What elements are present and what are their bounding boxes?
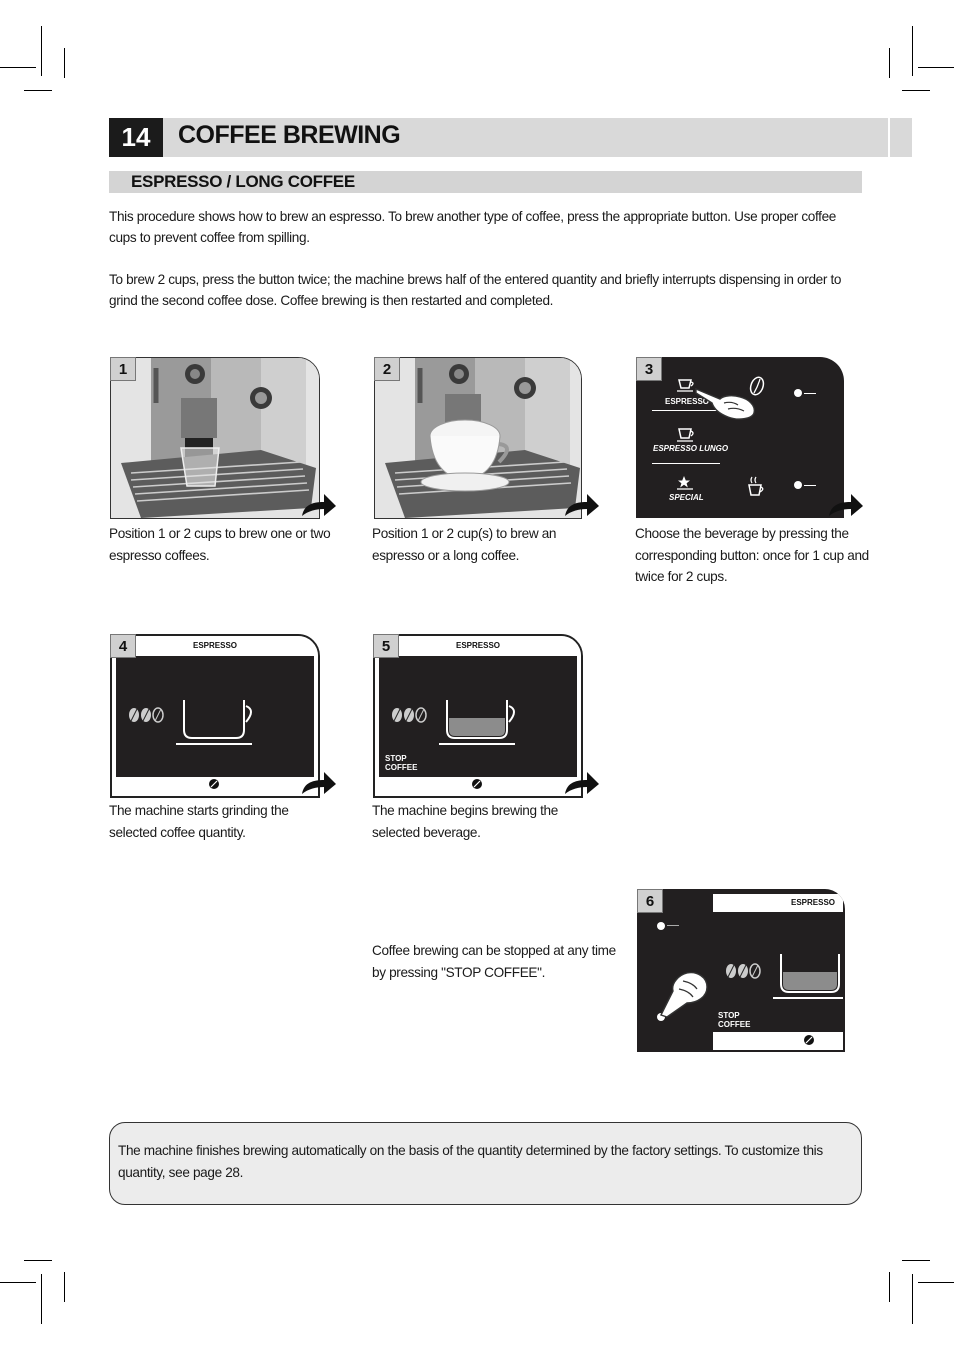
crop-mark [41, 1274, 42, 1324]
espresso-label: ESPRESSO [665, 397, 710, 406]
hot-water-icon [744, 475, 768, 499]
step-6-caption: Coffee brewing can be stopped at any time by pressing "STOP COFFEE". [372, 943, 616, 980]
step-number-1: 1 [110, 357, 136, 381]
step-number-2: 2 [374, 357, 400, 381]
crop-mark [918, 1282, 954, 1283]
step-5-display [373, 634, 583, 798]
stop-line-1: STOP [385, 754, 407, 763]
filling-cup-icon [771, 950, 843, 1002]
coffee-bean-button-icon [803, 1034, 815, 1046]
stop-coffee-label[interactable] [718, 1011, 750, 1029]
next-arrow-icon [300, 770, 340, 796]
special-label: SPECIAL [669, 493, 704, 502]
coffee-bean-button-icon [208, 778, 220, 790]
next-arrow-icon [563, 492, 603, 518]
crop-mark [918, 67, 954, 68]
crop-mark [0, 1282, 36, 1283]
crop-mark [889, 1272, 890, 1302]
step-number-4: 4 [110, 634, 136, 658]
step-2-illustration [374, 357, 582, 519]
next-arrow-icon [827, 492, 867, 518]
screen-header: ESPRESSO [790, 898, 835, 907]
step-4-display [110, 634, 320, 798]
intro-paragraph-1: This procedure shows how to brew an espresso. To brew another type of coffee, press the appropriate button. Use proper coffee cups to prevent coffee from spilling. [109, 209, 837, 245]
cup-icon [676, 377, 696, 393]
step-3-caption: Choose the beverage by pressing the corresponding button: once for 1 cup and twice for 2 cups. [635, 526, 869, 584]
step-number-5: 5 [373, 634, 399, 658]
espresso-lungo-label: ESPRESSO LUNGO [653, 444, 729, 453]
coffee-bean-button-icon [471, 778, 483, 790]
screen-footer [379, 777, 577, 792]
step-6-display [637, 889, 845, 1052]
pointing-hand-icon [653, 969, 713, 1019]
pointing-hand-icon [694, 381, 758, 421]
crop-mark [0, 67, 36, 68]
empty-cup-icon [176, 696, 266, 748]
indicator-light [657, 922, 665, 930]
screen-header: ESPRESSO [112, 636, 318, 656]
step-3-control-panel [636, 357, 844, 518]
special-icon [676, 475, 696, 491]
crop-mark [912, 1274, 913, 1324]
indicator-light [794, 389, 802, 397]
stop-coffee-label[interactable] [385, 754, 417, 772]
crop-mark [889, 48, 890, 78]
section-title: ESPRESSO / LONG COFFEE [131, 172, 355, 191]
cup-icon [676, 427, 696, 443]
next-arrow-icon [300, 492, 340, 518]
filling-cup-icon [439, 696, 529, 748]
screen-footer [116, 777, 314, 792]
coffee-strength-icon [128, 706, 168, 724]
indicator-line [804, 393, 816, 394]
stop-line-2: COFFEE [385, 763, 418, 772]
step-5-caption: The machine begins brewing the selected beverage. [372, 803, 558, 840]
note-text: The machine finishes brewing automatically on the basis of the quantity determined by the factory settings. To customize this quantity, see page 28. [118, 1143, 823, 1180]
crop-mark [64, 48, 65, 78]
coffee-strength-icon [725, 962, 765, 980]
intro-paragraph-2: To brew 2 cups, press the button twice; the machine brews half of the entered quantity and briefly interrupts dispensing in order to grind the second coffee dose. Coffee brewing is then restarted and completed. [109, 272, 842, 308]
crop-mark [912, 26, 913, 76]
step-1-illustration [110, 357, 320, 519]
step-2-caption: Position 1 or 2 cup(s) to brew an espresso or a long coffee. [372, 526, 557, 563]
crop-mark [902, 90, 930, 91]
screen-body [379, 656, 577, 777]
indicator-light [794, 481, 802, 489]
title-divider [888, 118, 890, 157]
step-number-3: 3 [636, 357, 662, 381]
step-4-caption: The machine starts grinding the selected coffee quantity. [109, 803, 289, 840]
screen-body [713, 912, 843, 1032]
crop-mark [24, 1260, 52, 1261]
stop-line-1: STOP [718, 1011, 740, 1020]
crop-mark [24, 90, 52, 91]
screen-body [116, 656, 314, 777]
divider [652, 463, 720, 464]
stop-line-2: COFFEE [718, 1020, 751, 1029]
crop-mark [64, 1272, 65, 1302]
page-title: COFFEE BREWING [178, 121, 401, 149]
screen-header: ESPRESSO [375, 636, 581, 656]
crop-mark [41, 26, 42, 76]
step-1-caption: Position 1 or 2 cups to brew one or two espresso coffees. [109, 526, 331, 563]
next-arrow-icon [563, 770, 603, 796]
step-number-6: 6 [637, 889, 663, 913]
coffee-strength-icon [391, 706, 431, 724]
indicator-line [667, 925, 679, 926]
crop-mark [902, 1260, 930, 1261]
indicator-line [804, 485, 816, 486]
page-number: 14 [109, 118, 163, 157]
screen-frame [713, 894, 843, 1050]
